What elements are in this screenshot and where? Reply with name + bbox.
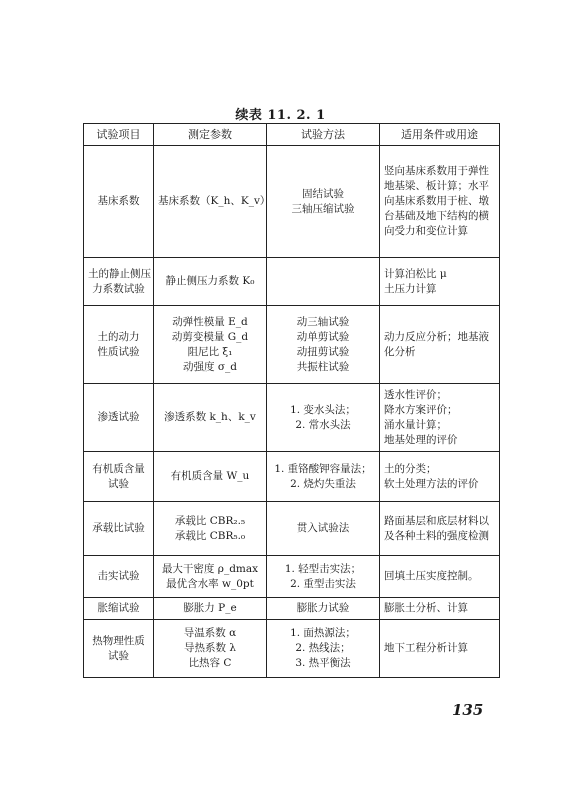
cell-text-line: 渗透试验 bbox=[97, 411, 140, 423]
cell-text-line: 导热系数 λ bbox=[184, 642, 236, 654]
cell-text-line: 比热容 C bbox=[188, 657, 232, 669]
page-number: 135 bbox=[452, 701, 484, 719]
cell-text-line: 1. 重铬酸钾容量法； bbox=[274, 462, 372, 475]
cell-text-line: 击实试验 bbox=[97, 570, 140, 582]
cell-test-item bbox=[84, 384, 154, 452]
table-caption: 续表 11. 2. 1 bbox=[235, 108, 326, 123]
cell-test-method bbox=[267, 146, 380, 258]
cell-text-line: 2. 常水头法 bbox=[295, 418, 351, 431]
cell-conditions-usage bbox=[380, 556, 500, 598]
cell-text-line: 1. 变水头法； bbox=[290, 403, 356, 416]
cell-test-item bbox=[84, 146, 154, 258]
cell-text-line: 竖向基床系数用于弹性地基梁、板计算；水平向基床系数用于桩、墩台基础及地下结构的横向受力和变位计算 bbox=[384, 165, 489, 237]
cell-test-method bbox=[267, 556, 380, 598]
table-row bbox=[84, 384, 500, 452]
cell-text-line: 固结试验 bbox=[302, 187, 344, 200]
cell-conditions-usage bbox=[380, 598, 500, 620]
cell-text-line: 3. 热平衡法 bbox=[295, 657, 351, 669]
cell-text-line: 贯入试验法 bbox=[296, 522, 350, 534]
cell-parameters bbox=[154, 384, 267, 452]
table-row bbox=[84, 598, 500, 620]
cell-parameters bbox=[154, 452, 267, 502]
cell-text-line: 有机质含量 W_u bbox=[170, 470, 250, 482]
table-row bbox=[84, 556, 500, 598]
cell-text-line: 基床系数（K_h、K_v） bbox=[158, 195, 271, 207]
cell-test-method bbox=[267, 598, 380, 620]
cell-text-line: 膨胀力试验 bbox=[296, 602, 350, 614]
cell-text-line: 膨胀力 P_e bbox=[183, 602, 237, 614]
cell-conditions-usage bbox=[380, 452, 500, 502]
cell-text-line: 有机质含量 bbox=[92, 462, 145, 475]
cell-text-line: 动剪变模量 G_d bbox=[171, 330, 249, 343]
cell-text-line: 性质试验 bbox=[97, 345, 140, 358]
cell-conditions-usage bbox=[380, 620, 500, 678]
cell-text-line: 动力反应分析；地基液化分析 bbox=[384, 330, 489, 358]
cell-text-line: 力系数试验 bbox=[92, 282, 145, 295]
cell-test-item bbox=[84, 598, 154, 620]
cell-text-line: 回填土压实度控制。 bbox=[384, 570, 479, 582]
cell-parameters bbox=[154, 598, 267, 620]
cell-text-line: 承载比 CBR₅.₀ bbox=[174, 529, 246, 542]
cell-text-line: 动单剪试验 bbox=[296, 330, 350, 343]
cell-text-line: 阻尼比 ξ₁ bbox=[187, 345, 233, 358]
cell-test-item bbox=[84, 502, 154, 556]
cell-text-line: 渗透系数 k_h、k_v bbox=[164, 411, 256, 423]
cell-text-line: 承载比试验 bbox=[92, 522, 145, 534]
table-row bbox=[84, 306, 500, 384]
cell-text-line: 软土处理方法的评价 bbox=[384, 477, 479, 490]
cell-text-line: 试验 bbox=[108, 649, 129, 662]
cell-text-line: 试验 bbox=[108, 477, 129, 490]
cell-test-item bbox=[84, 620, 154, 678]
cell-conditions-usage bbox=[380, 502, 500, 556]
cell-conditions-usage bbox=[380, 258, 500, 306]
cell-text-line: 路面基层和底层材料以及各种土料的强度检测 bbox=[384, 514, 489, 542]
cell-text-line: 膨胀土分析、计算 bbox=[384, 602, 468, 614]
cell-text-line: 热物理性质 bbox=[92, 634, 145, 647]
cell-text-line: 土的动力 bbox=[97, 330, 140, 343]
table-row bbox=[84, 620, 500, 678]
cell-parameters bbox=[154, 146, 271, 258]
cell-text-line: 降水方案评价； bbox=[384, 403, 458, 416]
cell-text-line: 导温系数 α bbox=[183, 627, 237, 639]
header-parameters: 测定参数 bbox=[154, 124, 267, 146]
cell-text-line: 动扭剪试验 bbox=[296, 345, 350, 358]
cell-test-item bbox=[84, 306, 154, 384]
cell-text-line: 地下工程分析计算 bbox=[384, 642, 468, 654]
cell-parameters bbox=[154, 556, 267, 598]
cell-parameters bbox=[154, 620, 267, 678]
cell-text-line: 胀缩试验 bbox=[97, 602, 140, 614]
cell-conditions-usage bbox=[380, 306, 500, 384]
header-test-item: 试验项目 bbox=[84, 124, 154, 146]
cell-text-line: 计算泊松比 μ bbox=[384, 267, 447, 280]
cell-text-line: 土压力计算 bbox=[384, 282, 437, 295]
cell-conditions-usage bbox=[380, 384, 500, 452]
cell-test-method bbox=[267, 452, 380, 502]
table-row bbox=[84, 502, 500, 556]
cell-text-line: 地基处理的评价 bbox=[384, 433, 458, 446]
header-test-method: 试验方法 bbox=[267, 124, 380, 146]
cell-text-line: 共振柱试验 bbox=[296, 360, 350, 373]
test-parameters-table bbox=[83, 123, 500, 678]
cell-text-line: 最优含水率 w_0pt bbox=[166, 577, 254, 590]
cell-text-line: 1. 轻型击实法； bbox=[284, 562, 362, 575]
table-row bbox=[84, 146, 500, 258]
cell-test-item bbox=[84, 452, 154, 502]
table-row bbox=[84, 452, 500, 502]
cell-text-line: 土的分类； bbox=[384, 462, 437, 475]
cell-text-line: 2. 热线法； bbox=[295, 642, 351, 654]
cell-text-line: 涌水量计算； bbox=[384, 418, 447, 431]
cell-test-method bbox=[267, 258, 380, 306]
header-conditions-usage: 适用条件或用途 bbox=[380, 124, 500, 146]
cell-test-method bbox=[267, 502, 380, 556]
cell-parameters bbox=[154, 502, 267, 556]
cell-text-line: 承载比 CBR₂.₅ bbox=[174, 514, 246, 527]
cell-conditions-usage bbox=[380, 146, 500, 258]
cell-text-line: 动弹性模量 E_d bbox=[172, 315, 248, 328]
cell-text-line: 动强度 σ_d bbox=[183, 360, 237, 373]
cell-text-line: 2. 烧灼失重法 bbox=[290, 477, 356, 490]
cell-parameters bbox=[154, 258, 267, 306]
table-row bbox=[84, 258, 500, 306]
cell-text-line: 最大干密度 ρ_dmax bbox=[161, 562, 259, 575]
cell-text-line: 透水性评价； bbox=[384, 388, 447, 401]
cell-text-line: 三轴压缩试验 bbox=[291, 202, 355, 215]
cell-test-method bbox=[267, 620, 380, 678]
cell-test-method bbox=[267, 306, 380, 384]
cell-test-item bbox=[84, 258, 154, 306]
cell-test-item bbox=[84, 556, 154, 598]
table-header-row bbox=[84, 124, 500, 146]
cell-test-method bbox=[267, 384, 380, 452]
cell-text-line: 基床系数 bbox=[97, 195, 140, 207]
cell-text-line: 静止侧压力系数 K₀ bbox=[165, 275, 255, 287]
cell-text-line: 2. 重型击实法 bbox=[290, 577, 356, 590]
cell-text-line: 土的静止侧压 bbox=[88, 267, 151, 280]
cell-parameters bbox=[154, 306, 267, 384]
cell-text-line: 1. 面热源法； bbox=[290, 627, 356, 639]
cell-text-line: 动三轴试验 bbox=[296, 315, 350, 328]
